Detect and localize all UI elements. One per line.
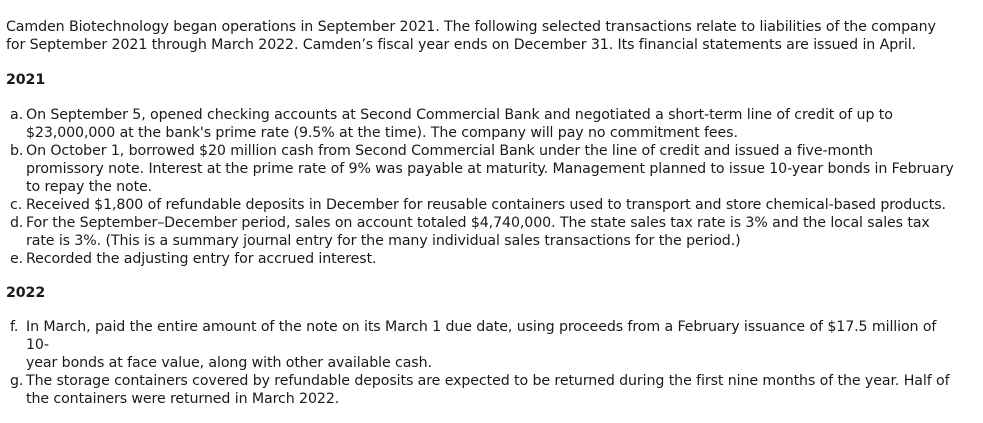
item-marker: g. — [10, 373, 24, 389]
item-line: to repay the note. — [26, 179, 153, 195]
item-marker: e. — [10, 251, 24, 267]
item-text — [26, 318, 960, 372]
item-line: the containers were returned in March 2022. — [26, 391, 340, 407]
item-text — [26, 106, 960, 142]
transaction-list-2022 — [10, 318, 960, 408]
item-line: For the September–December period, sales on account totaled $4,740,000. The state sales tax rate is 3% and the local sales tax — [26, 215, 930, 231]
transaction-item-c — [10, 196, 960, 214]
intro-line: Camden Biotechnology began operations in September 2021. The following selected transactions relate to liabilities of the company — [6, 19, 936, 35]
item-line: The storage containers covered by refundable deposits are expected to be returned during the first nine months of the year. Half of — [26, 373, 950, 389]
item-text — [26, 196, 960, 214]
item-line: rate is 3%. (This is a summary journal entry for the many individual sales transactions for the period.) — [26, 233, 741, 249]
transaction-item-a — [10, 106, 960, 142]
item-text — [26, 372, 960, 408]
section-heading-2021: 2021 — [6, 72, 46, 88]
transaction-item-b — [10, 142, 960, 196]
intro-paragraph — [6, 18, 966, 54]
item-text — [26, 214, 960, 250]
item-line: In March, paid the entire amount of the note on its March 1 due date, using proceeds from a February issuance of $17.5 million of 10- — [26, 319, 937, 353]
item-marker: b. — [10, 143, 24, 159]
item-marker: f. — [10, 319, 19, 335]
transaction-item-e — [10, 250, 960, 268]
item-line: year bonds at face value, along with other available cash. — [26, 355, 432, 371]
transaction-item-g — [10, 372, 960, 408]
intro-line: for September 2021 through March 2022. Camden’s fiscal year ends on December 31. Its financial statements are issued in April. — [6, 37, 916, 53]
item-line: On October 1, borrowed $20 million cash from Second Commercial Bank under the line of credit and issued a five-month — [26, 143, 874, 159]
item-line: Received $1,800 of refundable deposits in December for reusable containers used to transport and store chemical-based products. — [26, 197, 946, 213]
item-line: On September 5, opened checking accounts at Second Commercial Bank and negotiated a short-term line of credit of up to — [26, 107, 893, 123]
transaction-list-2021 — [10, 106, 960, 268]
section-heading-2022: 2022 — [6, 285, 46, 301]
item-line: promissory note. Interest at the prime rate of 9% was payable at maturity. Management planned to issue 10-year bonds in February — [26, 161, 954, 177]
item-text — [26, 142, 960, 196]
item-marker: c. — [10, 197, 23, 213]
item-text — [26, 250, 960, 268]
item-marker: a. — [10, 107, 24, 123]
item-marker: d. — [10, 215, 24, 231]
item-line: $23,000,000 at the bank's prime rate (9.5% at the time). The company will pay no commitment fees. — [26, 125, 738, 141]
transaction-item-f — [10, 318, 960, 372]
transaction-item-d — [10, 214, 960, 250]
item-line: Recorded the adjusting entry for accrued interest. — [26, 251, 377, 267]
